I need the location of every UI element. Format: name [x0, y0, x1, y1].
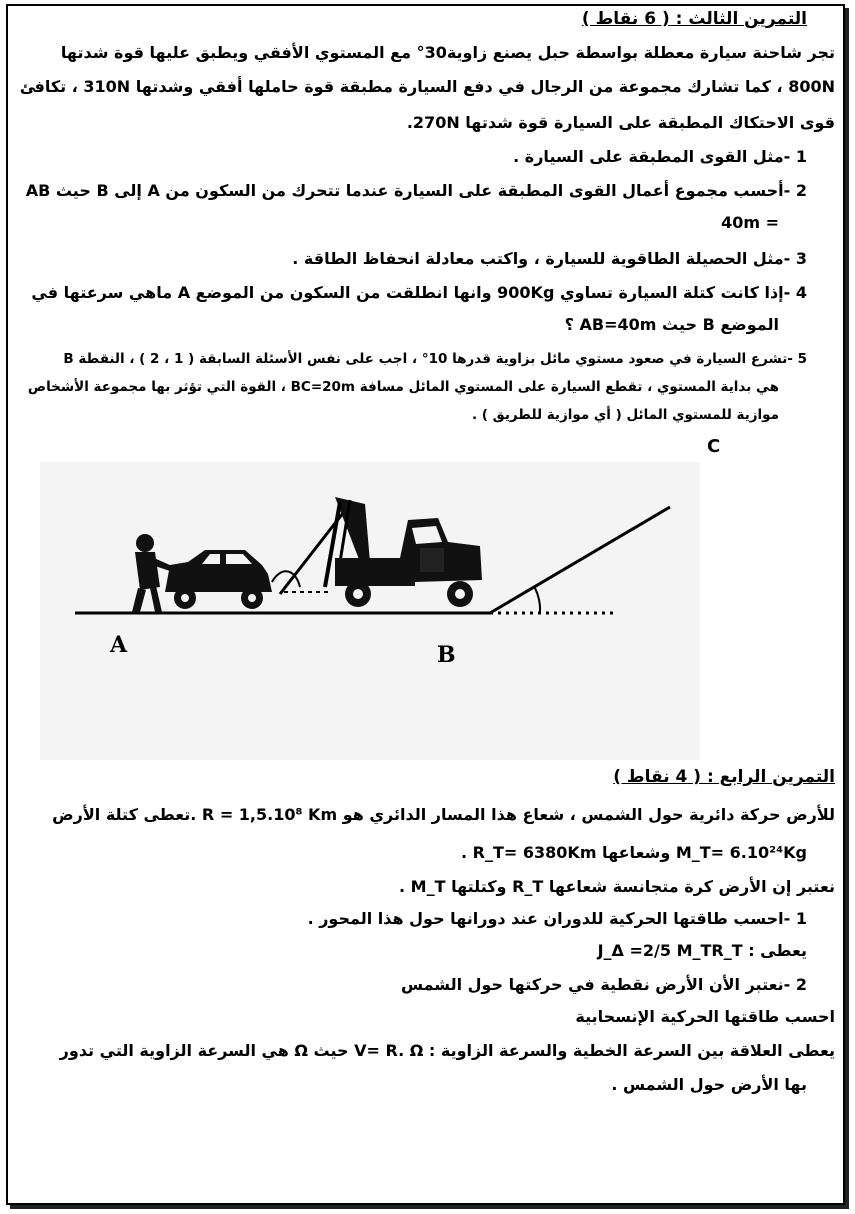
exercise-4-title: التمرين الرابع : ( 4 نقاط )	[613, 767, 835, 787]
exercise-3-line-3: قوى الاحتكاك المطبقة على السيارة قوة شدتها 270N.	[406, 113, 835, 132]
car-icon	[165, 550, 272, 609]
person-pushing-icon	[132, 534, 172, 612]
towing-diagram	[40, 462, 700, 760]
exercise-4-line-1: للأرض حركة دائرية حول الشمس ، شعاع هذا المسار الدائري هو R = 1,5.10⁸ Km .تعطى كتلة الأرض	[52, 805, 835, 824]
question-3-2: 2 -أحسب مجموع أعمال القوى المطبقة على السيارة عندما تتحرك من السكون من A إلى B حيث AB	[25, 181, 807, 200]
question-4-2-cont: احسب طاقتها الحركية الإنسحابية	[575, 1007, 835, 1026]
question-3-1: 1 -مثل القوى المطبقة على السيارة .	[513, 147, 807, 166]
question-3-4-cont: الموضع B حيث AB=40m ؟	[564, 315, 779, 334]
incline-line	[490, 507, 670, 613]
question-4-1: 1 -احسب طاقتها الحركية للدوران عند دورانها حول هذا المحور .	[307, 909, 807, 928]
question-3-3: 3 -مثل الحصيلة الطاقوية للسيارة ، واكتب معادلة انحفاظ الطاقة .	[292, 249, 807, 268]
exercise-3-line-1: تجر شاحنة سيارة معطلة بواسطة حبل يصنع زاوية30° مع المستوي الأفقي ويطبق عليها قوة شدتها	[60, 43, 835, 62]
point-a-label: A	[110, 632, 128, 658]
given-velocity-relation: يعطى العلاقة بين السرعة الخطية والسرعة الزاوية : V= R. Ω حيث Ω هي السرعة الزاوية التي تدور	[59, 1041, 835, 1060]
question-3-2-cont: = 40m	[721, 213, 779, 232]
question-3-5-cont-1: هي بداية المستوي ، تقطع السيارة على المستوي المائل مسافة BC=20m ، القوة التي تؤثر بها مجموعة الأشخاص	[27, 379, 779, 395]
tow-truck-icon	[325, 497, 482, 607]
given-velocity-relation-cont: بها الأرض حول الشمس .	[611, 1075, 807, 1094]
question-3-5: 5 -تشرع السيارة في صعود مستوي مائل بزاوية قدرها 10° ، اجب على نفس الأسئلة السابقة ( 1 ، 2 ) ، النقطة B	[63, 351, 807, 367]
figure-panel	[40, 462, 700, 760]
question-3-5-cont-2: موازية للمستوي المائل ( أي موازية للطريق ) .	[471, 407, 779, 423]
exercise-4-line-2: M_T= 6.10²⁴Kg وشعاعها R_T= 6380Km .	[461, 843, 807, 862]
given-moment-of-inertia: يعطى : J_Δ =2/5 M_TR_T	[597, 941, 807, 960]
point-c-label: C	[707, 436, 721, 457]
question-3-4: 4 -إذا كانت كتلة السيارة تساوي 900Kg وانها انطلقت من السكون من الموضع A ماهي سرعتها في	[31, 283, 807, 302]
point-b-label: B	[437, 642, 456, 668]
question-4-2: 2 -نعتبر الأن الأرض نقطية في حركتها حول الشمس	[400, 975, 807, 994]
exercise-4-line-3: نعتبر إن الأرض كرة متجانسة شعاعها R_T وكتلتها M_T .	[399, 877, 835, 896]
exercise-3-line-2: 800N ، كما تشارك مجموعة من الرجال في دفع السيارة مطبقة قوة حاملها أفقي وشدتها 310N ، تكافئ	[19, 77, 835, 96]
exercise-3-title: التمرين الثالث : ( 6 نقاط )	[581, 9, 807, 29]
incline-angle-arc	[535, 588, 540, 613]
